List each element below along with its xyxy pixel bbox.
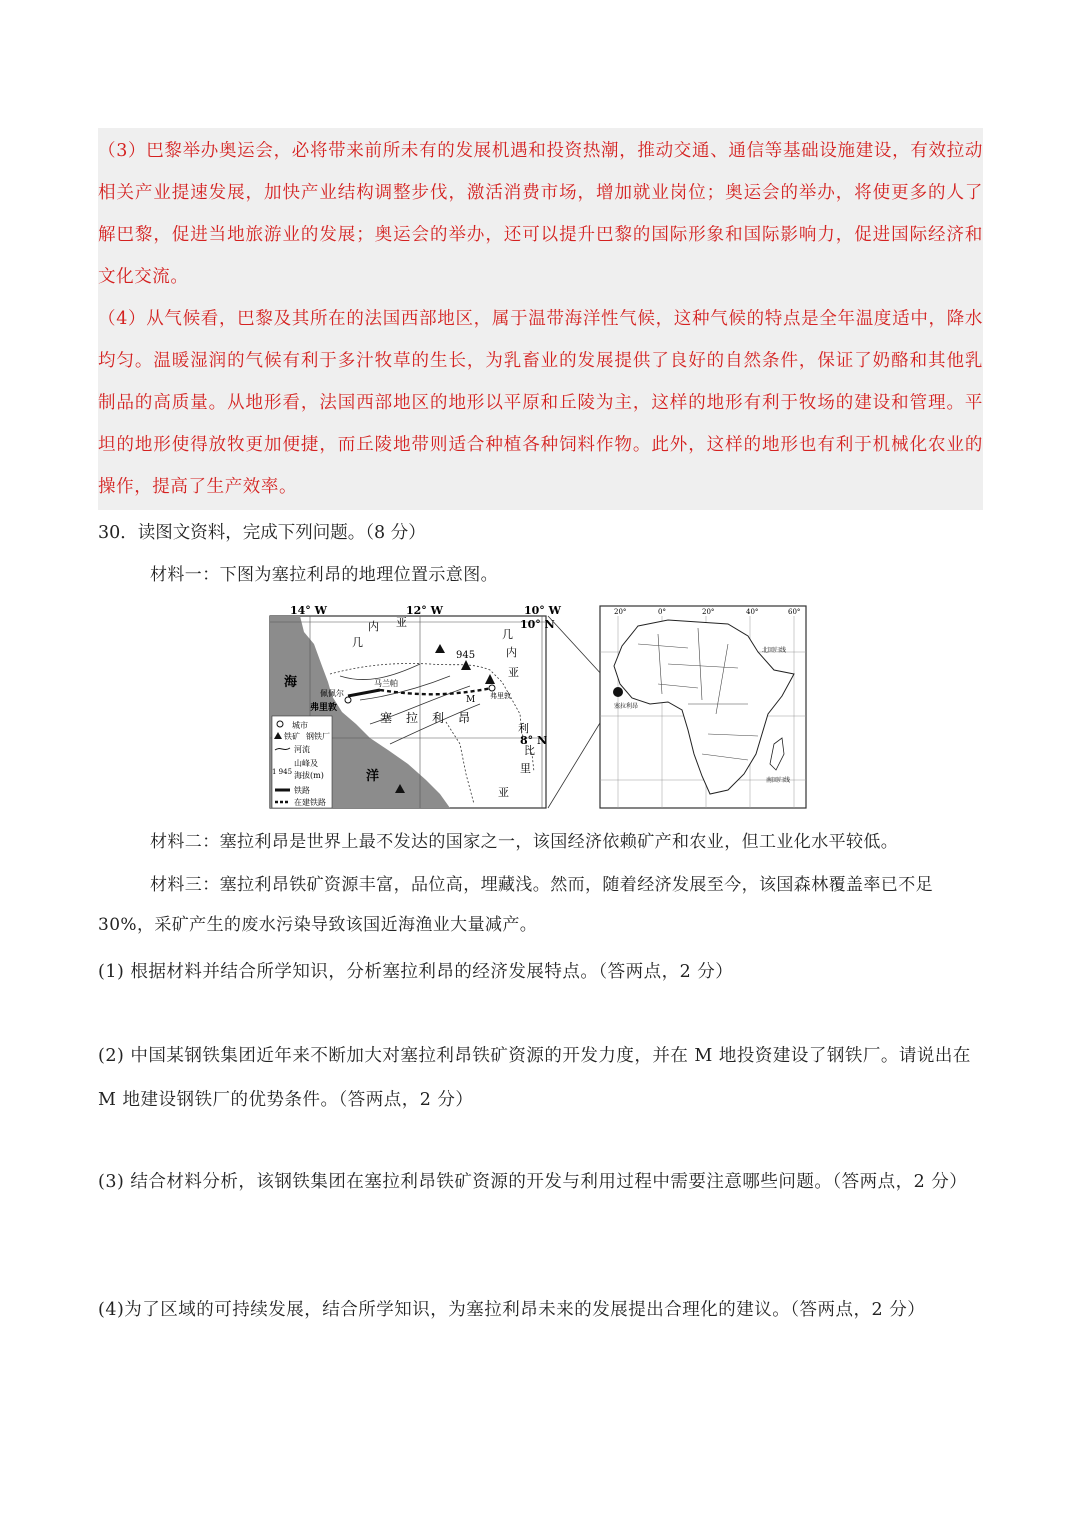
label-guinea: 几 (352, 636, 363, 649)
label-tropic-south: 南回归线 (766, 777, 791, 784)
label-liberia: 里 (520, 762, 531, 775)
label-guinea: 内 (368, 620, 379, 633)
label-country: 昂 (458, 711, 471, 725)
legend-railway-building: 在建铁路 (294, 798, 326, 807)
label-guinea: 几 (502, 628, 513, 641)
lat-label: 10° N (520, 618, 555, 631)
legend-peak-sample: 1 945 (272, 768, 293, 776)
legend-railway: 铁路 (294, 786, 310, 795)
label-country: 拉 (406, 711, 419, 725)
sierra-leone-map (270, 604, 561, 810)
lon-label: 20° (614, 608, 627, 616)
lon-label: 12° W (406, 604, 443, 617)
material-1: 材料一：下图为塞拉利昂的地理位置示意图。 (150, 565, 498, 585)
lat-label: 8° N (520, 734, 548, 747)
label-tropic-north: 北回归线 (762, 647, 787, 654)
sub-question-1: (1) 根据材料并结合所学知识，分析塞拉利昂的经济发展特点。（答两点，2 分） (98, 962, 734, 982)
city-label-right: 弗里敦 (490, 692, 511, 700)
legend-steel: 钢铁厂 (306, 732, 330, 741)
label-liberia: 亚 (498, 786, 509, 799)
label-liberia: 利 (518, 722, 529, 735)
lon-label: 60° (788, 608, 801, 616)
legend-peak-2: 海拔(m) (294, 771, 324, 780)
lon-label: 10° W (524, 604, 561, 617)
answer-3: （3）巴黎举办奥运会，必将带来前所未有的发展机遇和投资热潮，推动交通、通信等基础设施建设，有效拉动相关产业提速发展，加快产业结构调整步伐，激活消费市场，增加就业岗位；奥运会的举办，将使更多的人了解巴黎，促进当地旅游业的发展；奥运会的举办，还可以提升巴黎的国际形象和国际影响力，促进国际经济和文化交流。 (98, 141, 983, 287)
legend-city: 城市 (292, 721, 308, 730)
label-country: 塞 (380, 711, 393, 725)
peak-elevation: 945 (456, 650, 476, 661)
legend-river: 河流 (294, 745, 310, 754)
label-country: 利 (432, 711, 445, 725)
label-guinea: 亚 (508, 666, 519, 679)
material-3: 材料三：塞拉利昂铁矿资源丰富，品位高，埋藏浅。然而，随着经济发展至今，该国森林覆盖率已不足 30%，采矿产生的废水污染导致该国近海渔业大量减产。 (98, 875, 933, 935)
lon-label: 0° (658, 608, 666, 616)
legend-peak-1: 山峰及 (294, 759, 318, 768)
legend-iron: 铁矿 (284, 732, 300, 741)
sub-question-4: (4)为了区域的可持续发展，结合所学知识，为塞拉利昂未来的发展提出合理化的建议。（答两点，2 分） (98, 1300, 926, 1320)
city-marampa: 马兰帕 (374, 679, 398, 688)
city-marker (345, 697, 351, 703)
answer-4: （4）从气候看，巴黎及其所在的法国西部地区，属于温带海洋性气候，这种气候的特点是全年温度适中，降水均匀。温暖湿润的气候有利于多汁牧草的生长，为乳畜业的发展提供了良好的自然条件，保证了奶酪和其他乳制品的高质量。从地形看，法国西部地区的地形以平原和丘陵为主，这样的地形有利于牧场的建设和管理。平坦的地形使得放牧更加便捷，而丘陵地带则适合种植各种饲料作物。此外，这样的地形也有利于机械化农业的操作，提高了生产效率。 (98, 309, 983, 497)
question-title: 30．读图文资料，完成下列问题。（8 分） (98, 523, 426, 543)
sub-question-2: (2) 中国某钢铁集团近年来不断加大对塞拉利昂铁矿资源的开发力度，并在 M 地投资建设了钢铁厂。请说出在 M 地建设钢铁厂的优势条件。（答两点，2 分） (98, 1046, 971, 1110)
lon-label: 14° W (290, 604, 327, 617)
city-m: M (466, 695, 476, 705)
label-sierra-leone: 塞拉利昂 (614, 703, 639, 710)
africa-map (598, 604, 810, 810)
city-freetown: 弗里敦 (310, 703, 338, 713)
label-liberia: 比 (524, 744, 535, 757)
lon-label: 20° (702, 608, 715, 616)
lon-label: 40° (746, 608, 759, 616)
sierra-leone-marker (613, 687, 623, 697)
city-pepel: 佩佩尔 (320, 689, 344, 698)
label-guinea: 亚 (396, 616, 407, 629)
sub-question-3: (3) 结合材料分析，该钢铁集团在塞拉利昂铁矿资源的开发与利用过程中需要注意哪些问题。（答两点，2 分） (98, 1172, 968, 1192)
label-guinea: 内 (506, 646, 517, 659)
sea-label: 海 (284, 675, 298, 690)
city-marker (489, 685, 495, 691)
material-2: 材料二：塞拉利昂是世界上最不发达的国家之一，该国经济依赖矿产和农业，但工业化水平较低。 (150, 832, 899, 852)
sea-label: 洋 (366, 769, 380, 784)
